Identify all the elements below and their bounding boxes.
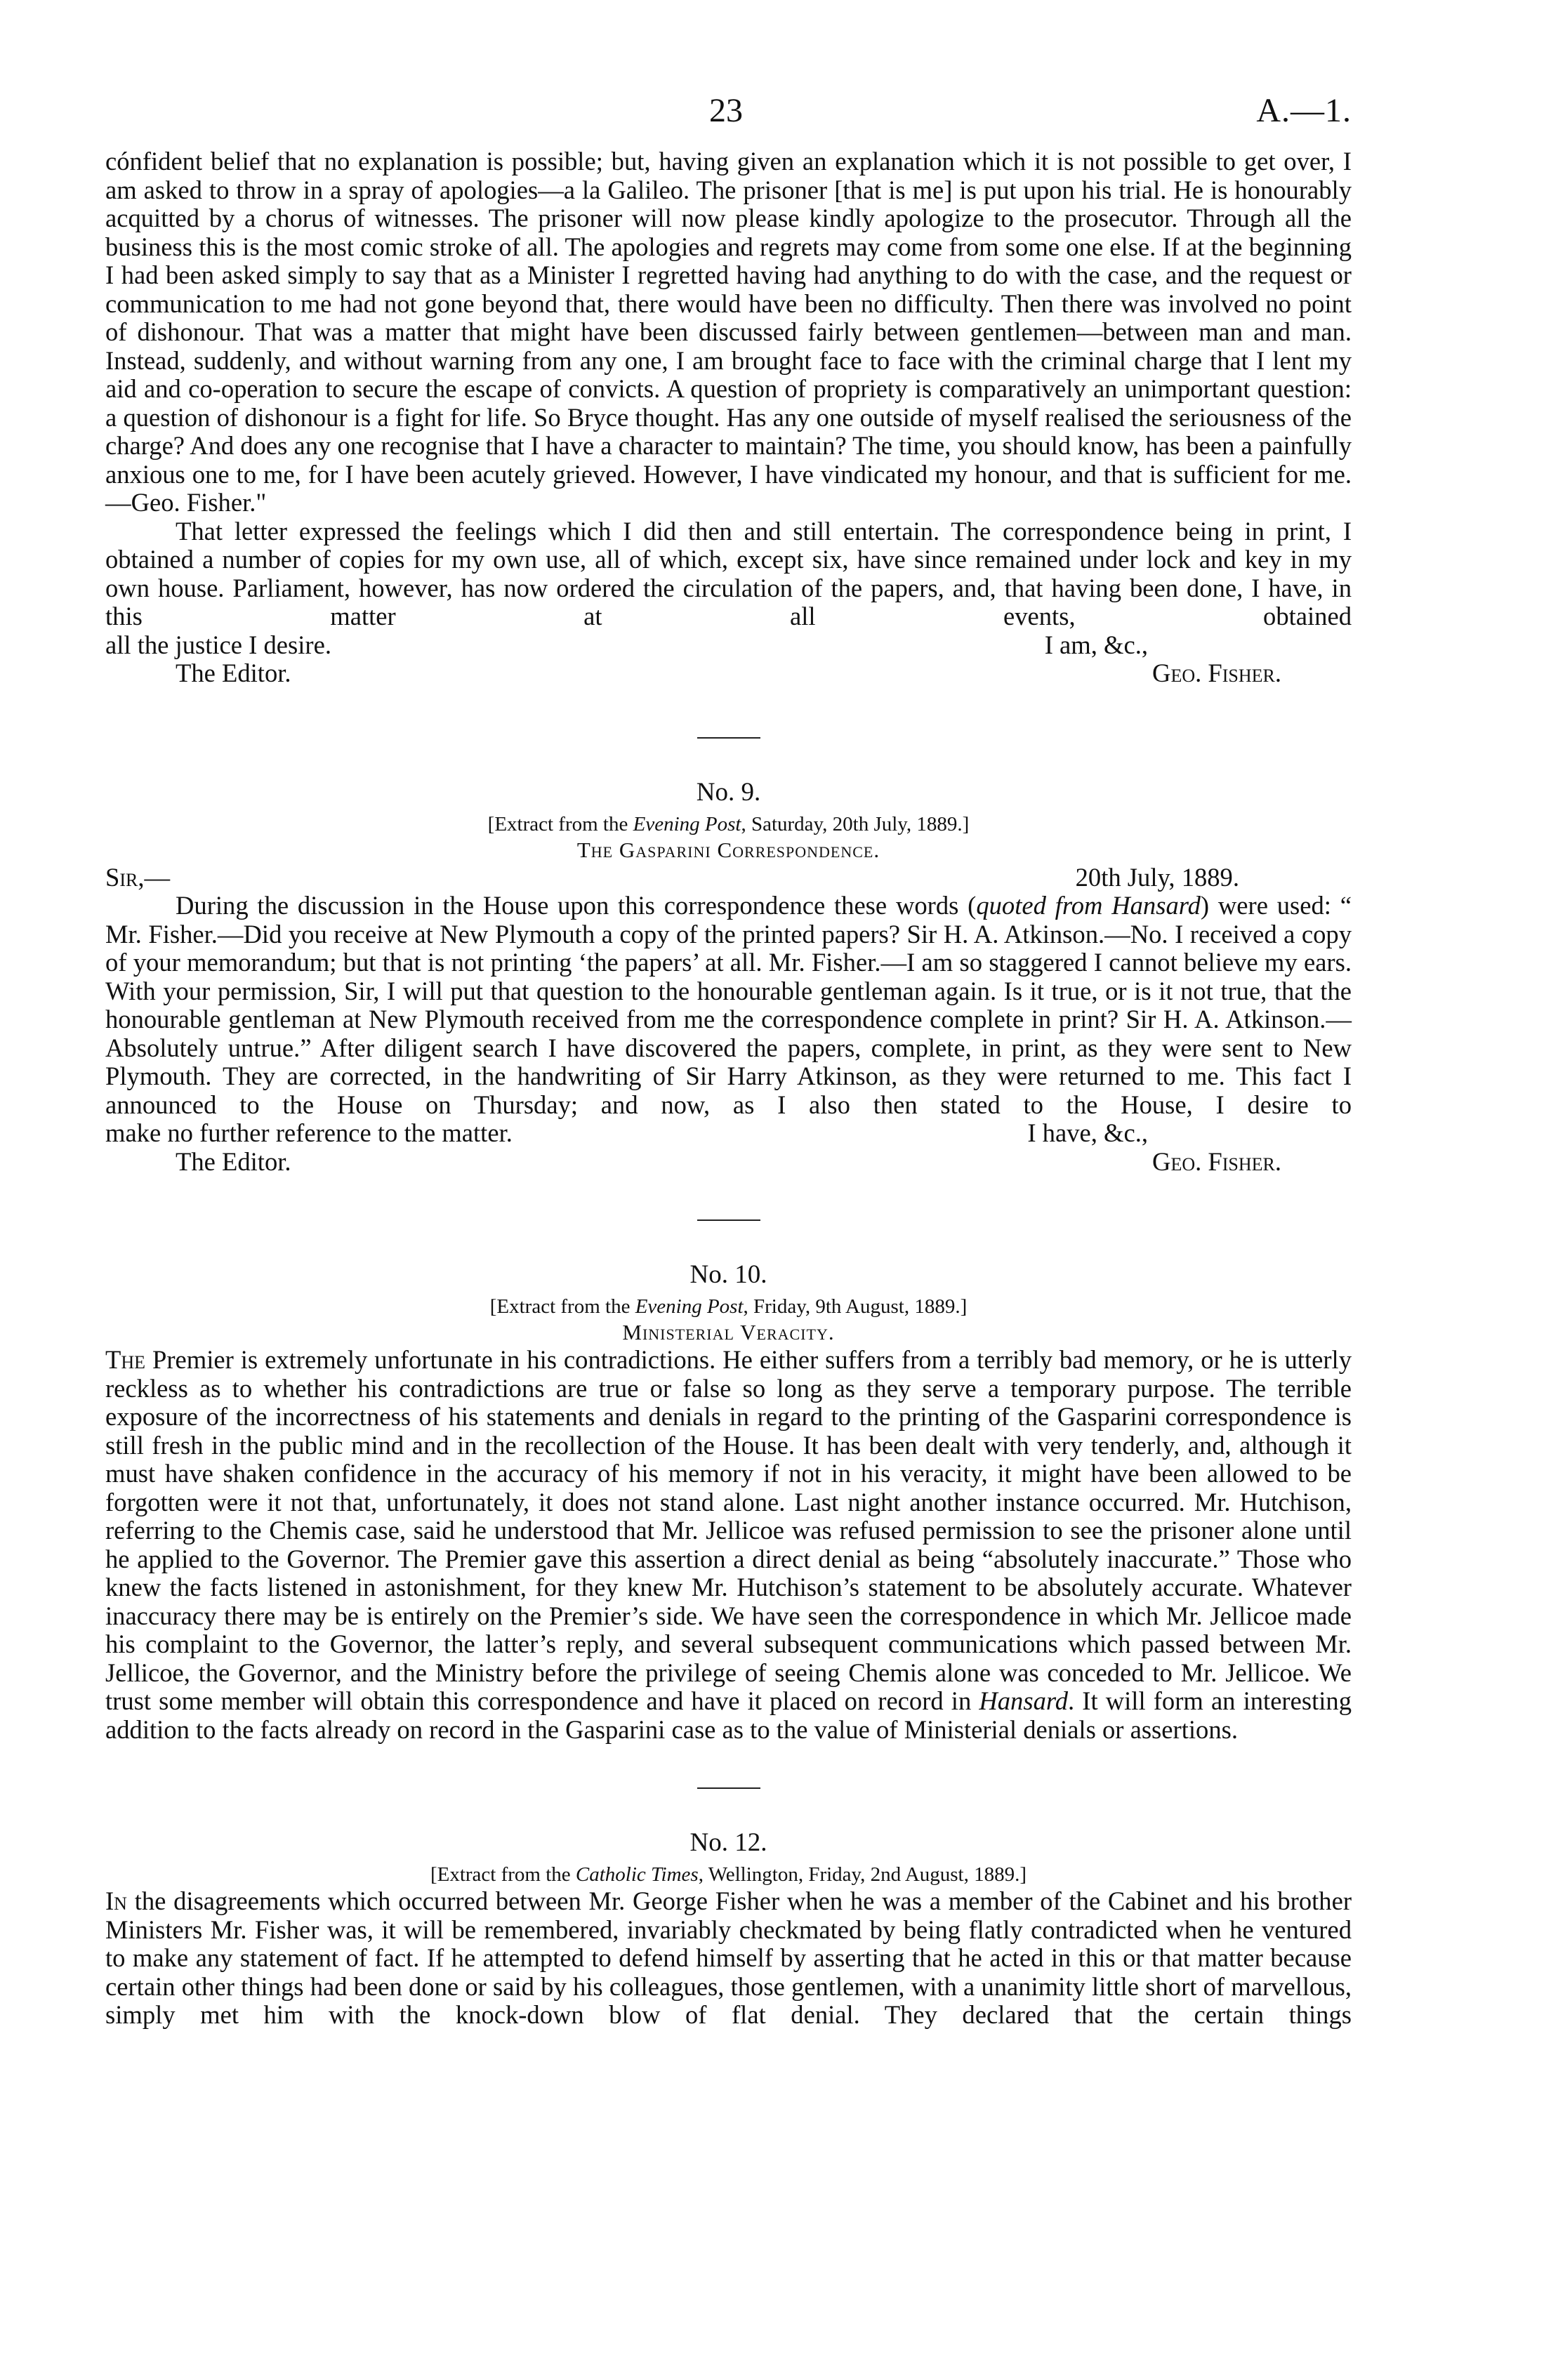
section-number: No. 12. [689, 1828, 767, 1857]
letter-last-line: make no further reference to the matter. [105, 1118, 513, 1147]
letter-paragraph: That letter expressed the feelings which I did then and still entertain. The correspondence being in print, I obtained a number of copies for my own use, all of which, except six, have since remained under lock and key in my own house. Parliament, however, has now ordered the circulation of the papers, and, that having been done, I have, in this matter at all events, obtained [105, 516, 1352, 630]
extract-source: [Extract from the Catholic Times, Wellington, Friday, 2nd August, 1889.] [430, 1863, 1027, 1886]
page-number: 23 [709, 92, 743, 129]
section-no-12 [105, 1828, 1352, 2030]
letter-closing: I have, &c., [1027, 1118, 1148, 1147]
extract-source: [Extract from the Evening Post, Saturday, 20th July, 1889.] [487, 812, 970, 835]
section-no-10 [105, 1260, 1352, 1744]
section-divider [697, 1219, 760, 1221]
article-body: In the disagreements which occurred between Mr. George Fisher when he was a member of the Cabinet and his brother Ministers Mr. Fisher was, it will be remembered, invariably checkmated by being flatly contradicted when he ventured to make any statement of fact. If he attempted to defend himself by asserting that he acted in this or that matter because certain other things had been done or said by his colleagues, those gentlemen, with a unanimity little short of marvellous, simply met him with the knock-down blow of flat denial. They declared that the certain things [105, 1886, 1352, 2029]
page-content [105, 147, 1352, 2030]
addressee: The Editor. [176, 1146, 291, 1176]
signature: Geo. Fisher. [1152, 659, 1281, 687]
newspaper-name: Evening Post [635, 1295, 744, 1318]
section-divider [697, 1787, 760, 1789]
letter-closing: I am, &c., [1044, 630, 1148, 659]
section-heading: Ministerial Veracity. [622, 1320, 835, 1344]
salutation-row [105, 864, 1352, 892]
signature: Geo. Fisher. [1152, 1146, 1281, 1176]
newspaper-name: Evening Post [633, 812, 741, 835]
letter-body: cónfident belief that no explanation is possible; but, having given an explanation which it is not possible to get over, I am asked to throw in a spray of apologies—a la Galileo. The prisoner [that is me] is put upon his trial. He is honourably acquitted by a chorus of witnesses. The prisoner will now please kindly apologize to the prosecutor. Through all the business this is the most comic stroke of all. The apologies and regrets may come from some one else. If at the beginning I had been asked simply to say that as a Minister I regretted having had anything to do with the case, and the request or communication to me had not gone beyond that, there would have been no difficulty. Then there was involved no point of dishonour. That was a matter that might have been discussed fairly between gentlemen—between man and man. Instead, suddenly, and without warning from any one, I am brought face to face with the criminal charge that I lent my aid and co-operation to secure the escape of convicts. A question of propriety is comparatively an unimportant question: a question of dishonour is a fight for life. So Bryce thought. Has any one outside of myself realised the seriousness of the charge? And does any one recognise that I have a character to maintain? The time, you should know, has been a painfully anxious one to me, for I have been acutely grieved. However, I have vindicated my honour, and that is sufficient for me.—Geo. Fisher." [105, 147, 1352, 517]
signature-row [105, 1148, 1352, 1177]
letter-continuation [105, 147, 1352, 688]
letter-date: 20th July, 1889. [1075, 862, 1239, 892]
section-heading: The Gasparini Correspondence. [576, 837, 880, 862]
section-number: No. 10. [689, 1260, 767, 1289]
closing-row [105, 1119, 1352, 1148]
section-divider [697, 737, 760, 739]
letter-last-line: all the justice I desire. [105, 630, 331, 659]
article-body: The Premier is extremely unfortunate in his contradictions. He either suffers from a terribly bad memory, or he is utterly reckless as to whether his contradictions are true or false so long as they serve a temporary purpose. The terrible exposure of the incorrectness of his statements and denials in regard to the printing of the Gasparini correspondence is still fresh in the public mind and in the recollection of the House. It has been dealt with very tenderly, and, although it must have shaken confidence in the accuracy of his memory if not in his veracity, it might have been allowed to be forgotten were it not that, unfortunately, it does not stand alone. Last night another instance occurred. Mr. Hutchison, referring to the Chemis case, said he understood that Mr. Jellicoe was refused permission to see the prisoner alone until he applied to the Governor. The Premier gave this assertion a direct denial as being “absolutely inaccurate.” Those who knew the facts listened in astonishment, for they knew Mr. Hutchison’s statement to be absolutely accurate. Whatever inaccuracy there may be is entirely on the Premier’s side. We have seen the correspondence in which Mr. Jellicoe made his complaint to the Governor, the latter’s reply, and several subsequent communications which passed between Mr. Jellicoe, the Governor, and the Ministry before the privilege of seeing Chemis alone was conceded to Mr. Jellicoe. We trust some member will obtain this correspondence and have it placed on record in Hansard. It will form an interesting addition to the facts already on record in the Gasparini case as to the value of Ministerial denials or assertions. [105, 1345, 1352, 1744]
salutation: Sir,— [105, 862, 171, 892]
addressee: The Editor. [176, 659, 291, 687]
section-no-9 [105, 778, 1352, 1177]
section-number: No. 9. [696, 777, 761, 807]
extract-source: [Extract from the Evening Post, Friday, 9th August, 1889.] [489, 1295, 968, 1318]
page-header [105, 91, 1352, 133]
letter-body: During the discussion in the House upon this correspondence these words (quoted from Hansard) were used: “ Mr. Fisher.—Did you receive at New Plymouth a copy of the printed papers? Sir H. A. Atkinson.—No. I received a copy of your memorandum; but that is not printing ‘the papers’ at all. Mr. Fisher.—I am so staggered I cannot believe my ears. With your permission, Sir, I will put that question to the honourable gentleman again. Is it true, or is it not true, that the honourable gentleman at New Plymouth received from me the correspondence complete in print? Sir H. A. Atkinson.—Absolutely untrue.” After diligent search I have discovered the papers, complete, in print, as they were sent to New Plymouth. They are corrected, in the handwriting of Sir Harry Atkinson, as they were returned to me. This fact I announced to the House on Thursday; and now, as I also then stated to the House, I desire to [105, 891, 1352, 1119]
closing-row [105, 631, 1352, 660]
newspaper-name: Catholic Times [575, 1863, 699, 1886]
document-reference: A.—1. [1256, 92, 1352, 129]
signature-row [105, 659, 1352, 688]
